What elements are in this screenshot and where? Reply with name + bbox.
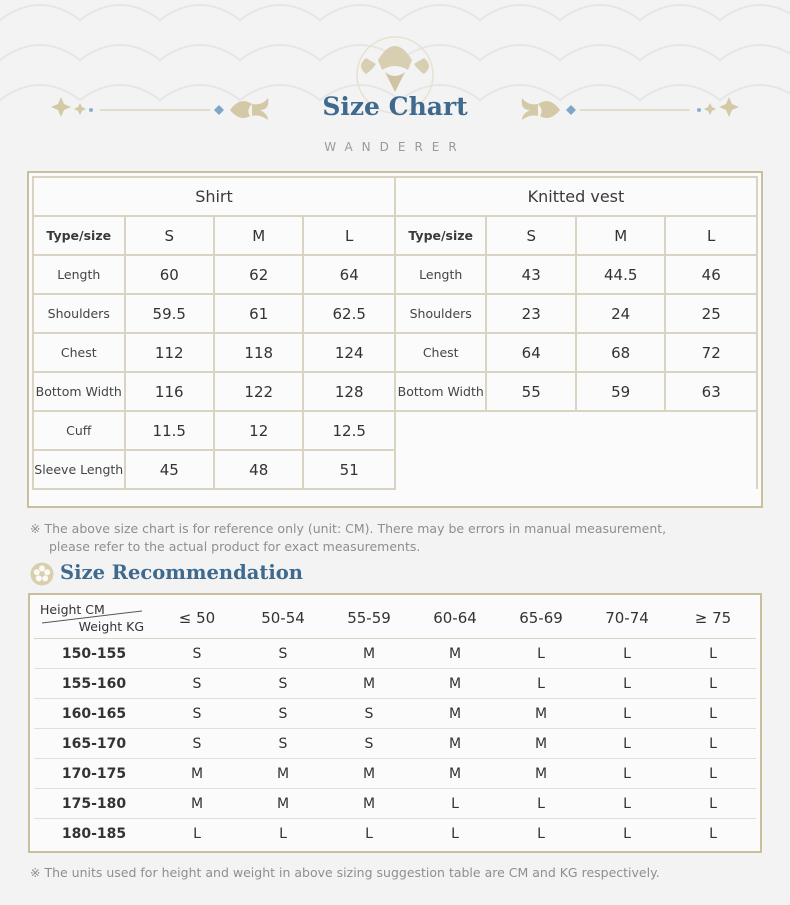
note-line: please refer to the actual product for exact measurements.: [49, 539, 421, 554]
value-cell: 12: [214, 411, 303, 450]
size-cell: L: [670, 759, 756, 789]
value-cell: 46: [665, 255, 757, 294]
value-cell: 64: [303, 255, 395, 294]
size-cell: S: [240, 729, 326, 759]
size-cell: L: [670, 699, 756, 729]
vest-heading: Knitted vest: [395, 177, 757, 216]
value-cell: 45: [125, 450, 214, 489]
value-cell: 116: [125, 372, 214, 411]
value-cell: 112: [125, 333, 214, 372]
weight-axis-label: Weight KG: [78, 619, 144, 634]
value-cell: 64: [486, 333, 575, 372]
size-cell: L: [412, 789, 498, 819]
size-cell: S: [326, 699, 412, 729]
height-range: 150-155: [34, 639, 154, 669]
value-cell: 51: [303, 450, 395, 489]
table-row: [34, 669, 756, 699]
height-range: 165-170: [34, 729, 154, 759]
value-cell: 59: [576, 372, 665, 411]
weight-range: ≤ 50: [154, 598, 240, 639]
size-cell: L: [584, 699, 670, 729]
size-cell: S: [326, 729, 412, 759]
corner-cell: [34, 598, 154, 639]
flower-badge-icon: [30, 562, 54, 586]
size-chart-header-row: [33, 177, 757, 216]
size-cell: M: [498, 699, 584, 729]
size-cell: L: [498, 789, 584, 819]
size-cell: L: [670, 789, 756, 819]
shirt-type-label: Type/size: [33, 216, 125, 255]
value-cell: 124: [303, 333, 395, 372]
weight-range: 70-74: [584, 598, 670, 639]
row-label: Sleeve Length: [33, 450, 125, 489]
note-line: ※ The above size chart is for reference only (unit: CM). There may be errors in manual measurement,: [30, 521, 667, 536]
table-row: [34, 699, 756, 729]
size-cell: M: [240, 759, 326, 789]
height-range: 155-160: [34, 669, 154, 699]
size-cell: M: [412, 759, 498, 789]
size-chart-table: [32, 176, 758, 490]
size-cell: S: [240, 669, 326, 699]
value-cell: 72: [665, 333, 757, 372]
size-cell: S: [154, 639, 240, 669]
size-recommendation-title: Size Recommendation: [60, 561, 303, 584]
value-cell: 59.5: [125, 294, 214, 333]
size-cell: L: [584, 639, 670, 669]
value-cell: 24: [576, 294, 665, 333]
row-label: Bottom Width: [33, 372, 125, 411]
vest-size-col: M: [576, 216, 665, 255]
size-cell: L: [279, 825, 287, 842]
height-axis-label: Height CM: [40, 602, 105, 617]
row-label: Length: [33, 255, 125, 294]
value-cell: 62.5: [303, 294, 395, 333]
size-cell: S: [154, 699, 240, 729]
size-cell: L: [623, 825, 631, 842]
value-cell: 44.5: [576, 255, 665, 294]
size-cell: L: [537, 825, 545, 842]
value-cell: 118: [214, 333, 303, 372]
weight-range: 60-64: [412, 598, 498, 639]
value-cell: 43: [486, 255, 575, 294]
height-range: 160-165: [34, 699, 154, 729]
value-cell: 68: [576, 333, 665, 372]
value-cell: 25: [665, 294, 757, 333]
recommendation-table: [34, 598, 756, 848]
size-cell: M: [412, 639, 498, 669]
size-cell: M: [326, 639, 412, 669]
size-cell: S: [240, 699, 326, 729]
size-cell: M: [498, 729, 584, 759]
row-label: Chest: [33, 333, 125, 372]
page-title: Size Chart: [322, 92, 468, 121]
value-cell: 63: [665, 372, 757, 411]
size-cell: L: [670, 729, 756, 759]
shirt-size-col: L: [303, 216, 395, 255]
table-row: [33, 372, 757, 411]
value-cell: 55: [486, 372, 575, 411]
size-cell: M: [154, 789, 240, 819]
value-cell: 23: [486, 294, 575, 333]
size-cell: M: [154, 759, 240, 789]
value-cell: 61: [214, 294, 303, 333]
value-cell: 62: [214, 255, 303, 294]
size-cell: L: [498, 669, 584, 699]
page-subtitle: WANDERER: [324, 140, 466, 154]
size-cell: S: [240, 639, 326, 669]
row-label: Bottom Width: [395, 372, 487, 411]
size-cell: S: [154, 729, 240, 759]
size-cell: L: [709, 825, 717, 842]
shirt-heading: Shirt: [33, 177, 395, 216]
value-cell: 11.5: [125, 411, 214, 450]
vest-size-col: L: [665, 216, 757, 255]
empty-area: [395, 411, 757, 489]
table-row: [34, 729, 756, 759]
size-cell: L: [670, 669, 756, 699]
recommendation-note: ※ The units used for height and weight in above sizing suggestion table are CM and KG respectively.: [30, 865, 660, 880]
size-cell: M: [412, 699, 498, 729]
recommendation-header-row: [34, 598, 756, 639]
height-range: 170-175: [34, 759, 154, 789]
shirt-size-col: S: [125, 216, 214, 255]
table-row: [33, 411, 757, 450]
value-cell: 122: [214, 372, 303, 411]
value-cell: 60: [125, 255, 214, 294]
size-cell: L: [584, 729, 670, 759]
size-cell: L: [584, 669, 670, 699]
vest-type-label: Type/size: [395, 216, 487, 255]
table-row: [33, 294, 757, 333]
weight-range: 65-69: [498, 598, 584, 639]
table-row: [33, 333, 757, 372]
size-cell: M: [240, 789, 326, 819]
size-cell: M: [326, 789, 412, 819]
value-cell: 48: [214, 450, 303, 489]
size-cell: L: [498, 639, 584, 669]
size-cell: L: [365, 825, 373, 842]
weight-range: 55-59: [326, 598, 412, 639]
vest-size-col: S: [486, 216, 575, 255]
table-row: [34, 759, 756, 789]
table-row: [34, 819, 756, 849]
row-label: Cuff: [33, 411, 125, 450]
height-range: 180-185: [61, 825, 127, 842]
size-cell: M: [412, 729, 498, 759]
size-cell: M: [326, 759, 412, 789]
height-range: 175-180: [34, 789, 154, 819]
size-cell: L: [670, 639, 756, 669]
value-cell: 12.5: [303, 411, 395, 450]
row-label: Length: [395, 255, 487, 294]
size-cell: L: [584, 789, 670, 819]
size-cell: L: [193, 825, 201, 842]
row-label: Shoulders: [33, 294, 125, 333]
table-row: [33, 255, 757, 294]
table-row: [34, 789, 756, 819]
size-chart-type-row: [33, 216, 757, 255]
size-cell: S: [154, 669, 240, 699]
size-cell: L: [584, 759, 670, 789]
size-chart-note: [30, 520, 666, 556]
size-cell: M: [326, 669, 412, 699]
size-cell: L: [451, 825, 459, 842]
row-label: Shoulders: [395, 294, 487, 333]
table-row: [34, 639, 756, 669]
value-cell: 128: [303, 372, 395, 411]
row-label: Chest: [395, 333, 487, 372]
weight-range: ≥ 75: [670, 598, 756, 639]
shirt-size-col: M: [214, 216, 303, 255]
size-cell: M: [412, 669, 498, 699]
weight-range: 50-54: [240, 598, 326, 639]
size-cell: M: [498, 759, 584, 789]
